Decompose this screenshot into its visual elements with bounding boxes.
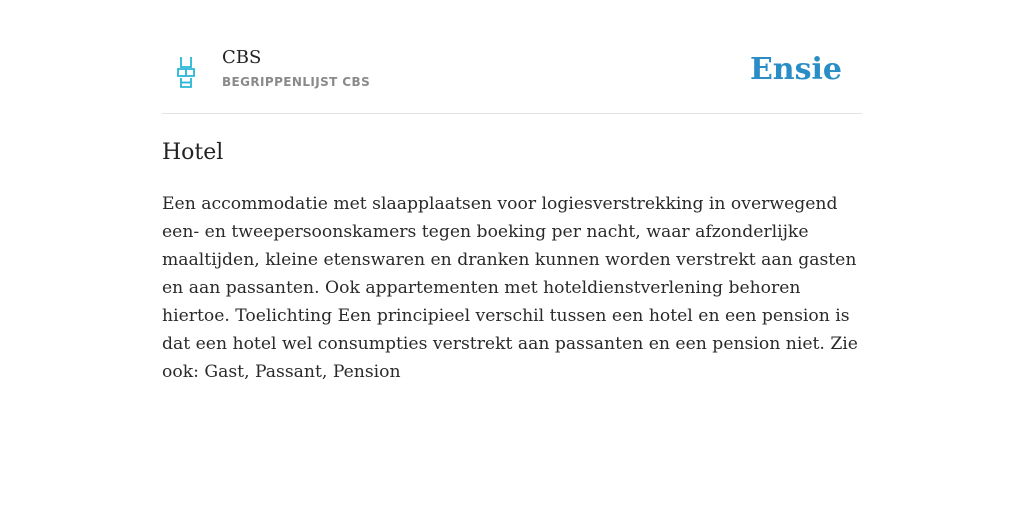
organization-subtitle: BEGRIPPENLIJST CBS (222, 75, 371, 89)
cbs-logo-icon (174, 55, 198, 89)
organization-name: CBS (222, 47, 262, 68)
ensie-brand-link[interactable]: Ensie (749, 52, 842, 87)
definition-card (162, 40, 862, 386)
card-header (162, 40, 862, 114)
term-title: Hotel (162, 140, 224, 165)
term-definition: Een accommodatie met slaapplaatsen voor logiesverstrekking in overwegend een- en tweepersoonskamers tegen boeking per nacht, waar afzonderlijke maaltijden, kleine etenswaren en dranken kunnen worden verstrekt aan gasten en aan passanten. Ook appartementen met hoteldienstverlening behoren hiertoe. Toelichting Een principieel verschil tussen een hotel en een pension is dat een hotel wel consumpties verstrekt aan passanten en een pension niet. Zie ook: Gast, Passant, Pension (162, 194, 858, 382)
